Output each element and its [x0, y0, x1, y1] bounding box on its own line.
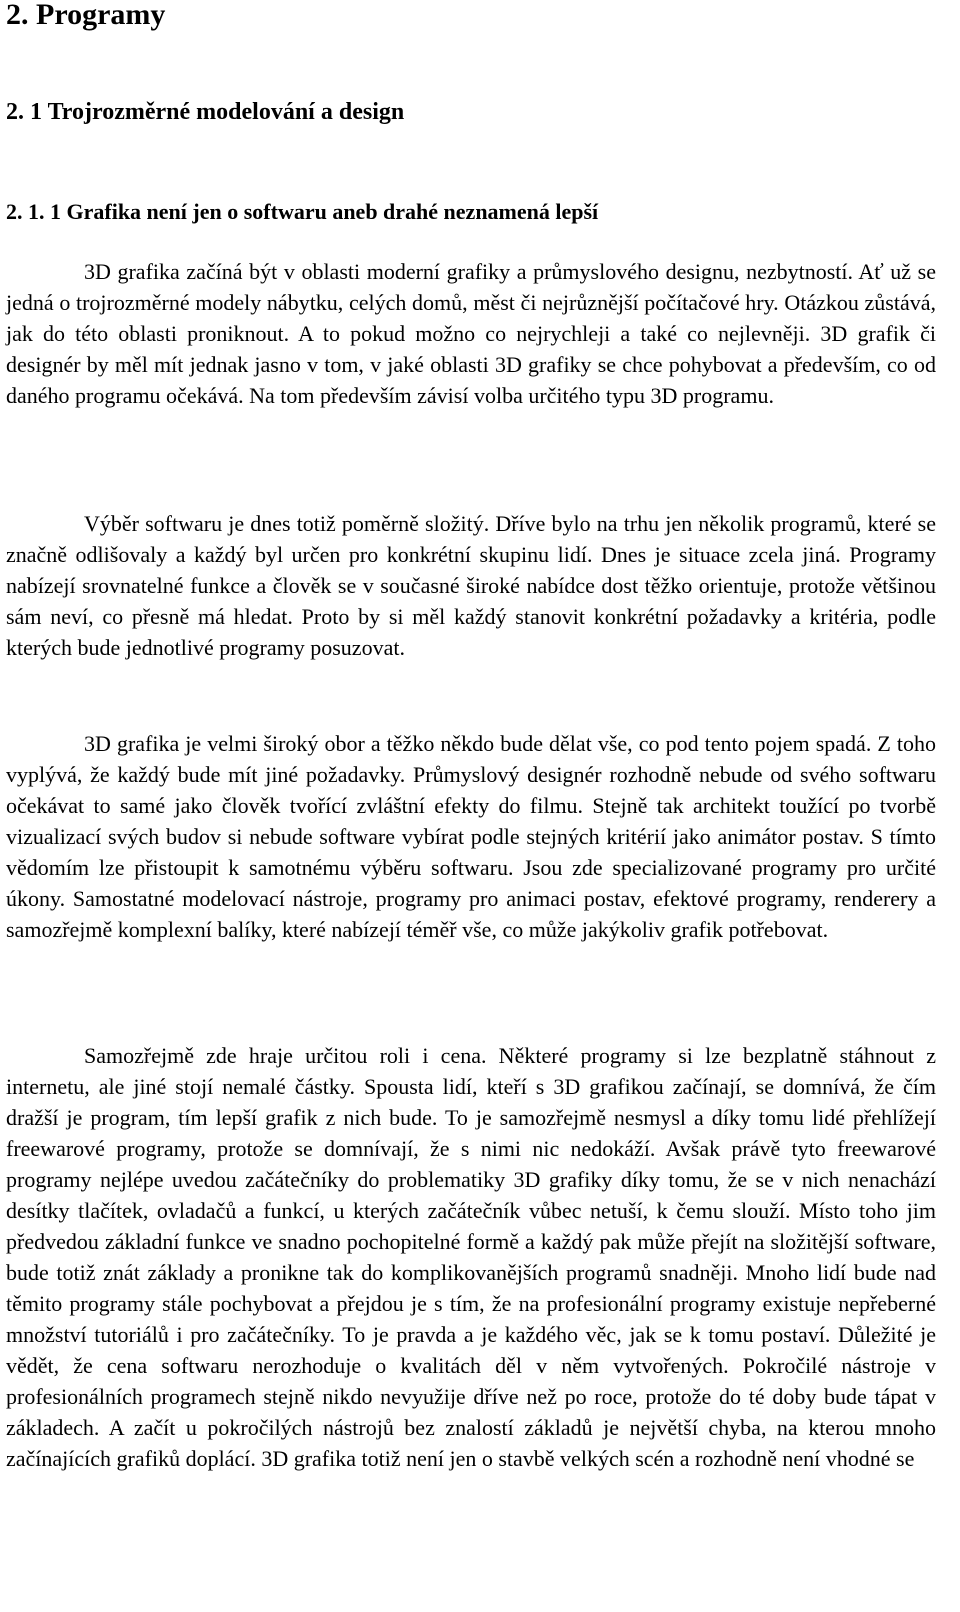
paragraph-3: 3D grafika je velmi široký obor a těžko někdo bude dělat vše, co pod tento pojem spadá. Z toho vyplývá, že každý bude mít jiné požadavky. Průmyslový designér rozhodně nebude od svého softwaru očekávat to samé jako člověk tvořící zvláštní efekty do filmu. Stejně tak architekt toužící po tvorbě vizualizací svých budov si nebude software vybírat podle stejných kritérií jako animátor postav. S tímto vědomím lze přistoupit k samotnému výběru softwaru. Jsou zde specializované programy pro určité úkony. Samostatné modelovací nástroje, programy pro animaci postav, efektové programy, renderery a samozřejmě komplexní balíky, které nabízejí téměř vše, co může jakýkoliv grafik potřebovat.	[6, 731, 936, 942]
section-heading: 2. 1 Trojrozměrné modelování a design	[6, 99, 405, 125]
subsection-heading: 2. 1. 1 Grafika není jen o softwaru aneb drahé neznamená lepší	[6, 199, 599, 224]
paragraph-2: Výběr softwaru je dnes totiž poměrně složitý. Dříve bylo na trhu jen několik programů, které se značně odlišovaly a každý byl určen pro konkrétní skupinu lidí. Dnes je situace zcela jiná. Programy nabízejí srovnatelné funkce a člověk se v současné široké nabídce dost těžko orientuje, protože většinou sám neví, co přesně má hledat. Proto by si měl každý stanovit konkrétní požadavky a kritéria, podle kterých bude jednotlivé programy posuzovat.	[6, 511, 936, 660]
paragraph-1: 3D grafika začíná být v oblasti moderní grafiky a průmyslového designu, nezbytností. Ať už se jedná o trojrozměrné modely nábytku, celých domů, měst či nejrůznější počítačové hry. Otázkou zůstává, jak do této oblasti proniknout. A to pokud možno co nejrychleji a také co nejlevněji. 3D grafik či designér by měl mít jednak jasno v tom, v jaké oblasti 3D grafiky se chce pohybovat a především, co od daného programu očekává. Na tom především závisí volba určitého typu 3D programu.	[6, 259, 936, 408]
paragraph-4: Samozřejmě zde hraje určitou roli i cena. Některé programy si lze bezplatně stáhnout z internetu, ale jiné stojí nemalé částky. Spousta lidí, kteří s 3D grafikou začínají, se domnívá, že čím dražší je program, tím lepší grafik z nich bude. To je samozřejmě nesmysl a díky tomu lidé přehlížejí freewarové programy, protože se domnívají, že s nimi nic nedokáží. Avšak právě tyto freewarové programy nejlépe uvedou začátečníky do problematiky 3D grafiky díky tomu, že se v nich nenachází desítky tlačítek, ovladačů a funkcí, u kterých začátečník vůbec netuší, k čemu slouží. Místo toho jim předvedou základní funkce ve snadno pochopitelné formě a každý pak může přejít na složitější software, bude totiž znát základy a pronikne tak do komplikovanějších programů snadněji. Mnoho lidí bude nad těmito programy stále pochybovat a přejdou je s tím, že na profesionální programy existuje nepřeberné množství tutoriálů i pro začátečníky. To je pravda a je každého věc, jak se k tomu postaví. Důležité je vědět, že cena softwaru nerozhoduje o kvalitách děl v něm vytvořených. Pokročilé nástroje v profesionálních programech stejně nikdo nevyužije dříve než po roce, protože do té doby bude tápat v základech. A začít u pokročilých nástrojů bez znalostí základů je největší chyba, na kterou mnoho začínajících grafiků doplácí. 3D grafika totiž není jen o stavbě velkých scén a rozhodně není vhodné se	[6, 1043, 936, 1471]
chapter-heading: 2. Programy	[6, 0, 166, 31]
